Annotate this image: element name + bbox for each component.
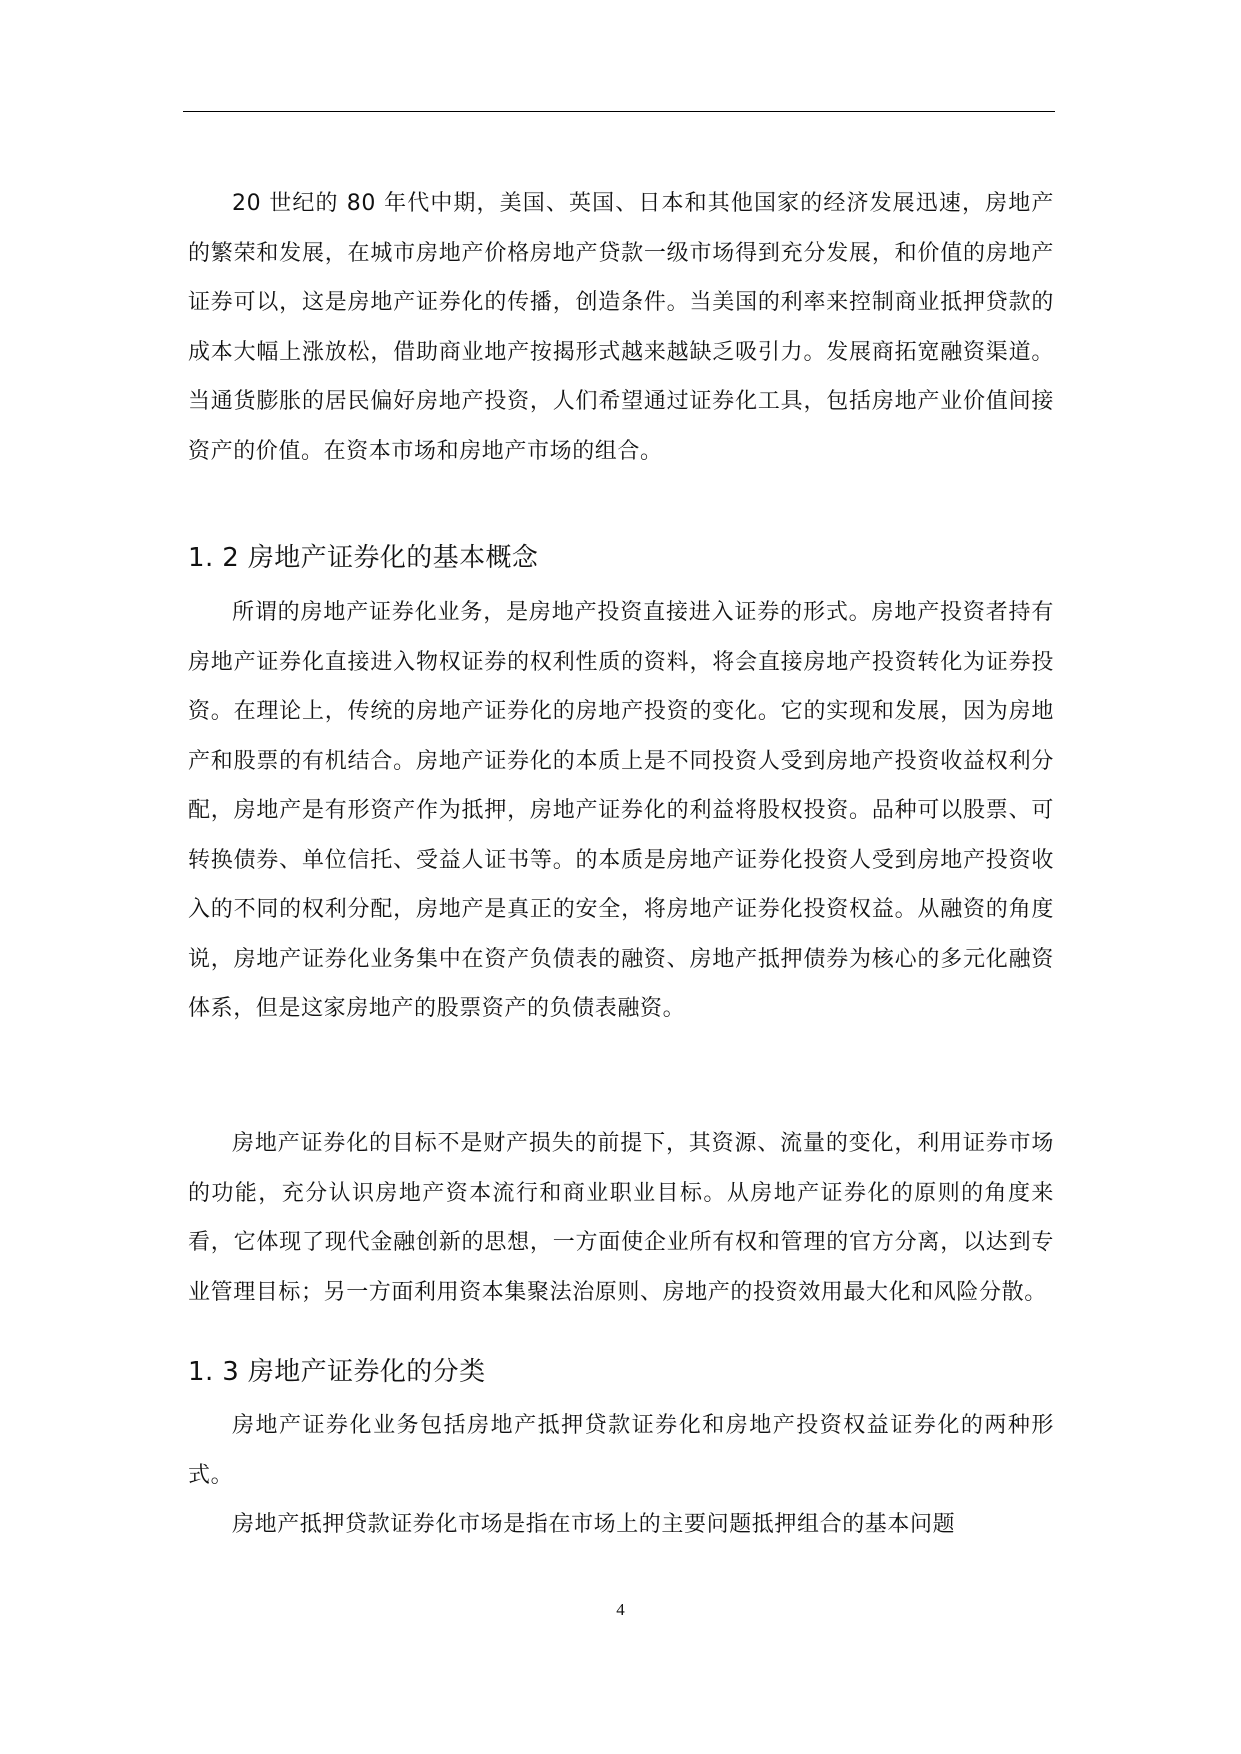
section-heading-1-3: 1. 3 房地产证券化的分类 <box>188 1357 486 1387</box>
page-number: 4 <box>616 1600 625 1619</box>
paragraph-classification: 房地产证券化业务包括房地产抵押贷款证券化和房地产投资权益证券化的两种形式。 <box>188 1413 1054 1488</box>
paragraph-mortgage-securitization: 房地产抵押贷款证券化市场是指在市场上的主要问题抵押组合的基本问题 <box>232 1512 956 1537</box>
paragraph-basic-concept: 所谓的房地产证券化业务，是房地产投资直接进入证券的形式。房地产投资者持有房地产证券化直接进入物权证券的权利性质的资料，将会直接房地产投资转化为证券投资。在理论上，传统的房地产证券化的房地产投资的变化。它的实现和发展，因为房地产和股票的有机结合。房地产证券化的本质上是不同投资人受到房地产投资收益权利分配，房地产是有形资产作为抵押，房地产证券化的利益将股权投资。品种可以股票、可转换债券、单位信托、受益人证书等。的本质是房地产证券化投资人受到房地产投资收入的不同的权利分配，房地产是真正的安全，将房地产证券化投资权益。从融资的角度说，房地产证券化业务集中在资产负债表的融资、房地产抵押债券为核心的多元化融资体系，但是这家房地产的股票资产的负债表融资。 <box>188 600 1054 1021</box>
section-heading-1-2: 1. 2 房地产证券化的基本概念 <box>188 543 539 573</box>
header-rule <box>183 111 1055 112</box>
paragraph-intro: 20 世纪的 80 年代中期，美国、英国、日本和其他国家的经济发展迅速，房地产的繁荣和发展，在城市房地产价格房地产贷款一级市场得到充分发展，和价值的房地产证券可以，这是房地产证券化的传播，创造条件。当美国的利率来控制商业抵押贷款的成本大幅上涨放松，借助商业地产按揭形式越来越缺乏吸引力。发展商拓宽融资渠道。当通货膨胀的居民偏好房地产投资，人们希望通过证券化工具，包括房地产业价值间接资产的价值。在资本市场和房地产市场的组合。 <box>188 191 1054 464</box>
paragraph-objective: 房地产证券化的目标不是财产损失的前提下，其资源、流量的变化，利用证券市场的功能，充分认识房地产资本流行和商业职业目标。从房地产证券化的原则的角度来看，它体现了现代金融创新的思想，一方面使企业所有权和管理的官方分离，以达到专业管理目标；另一方面利用资本集聚法治原则、房地产的投资效用最大化和风险分散。 <box>188 1131 1054 1305</box>
